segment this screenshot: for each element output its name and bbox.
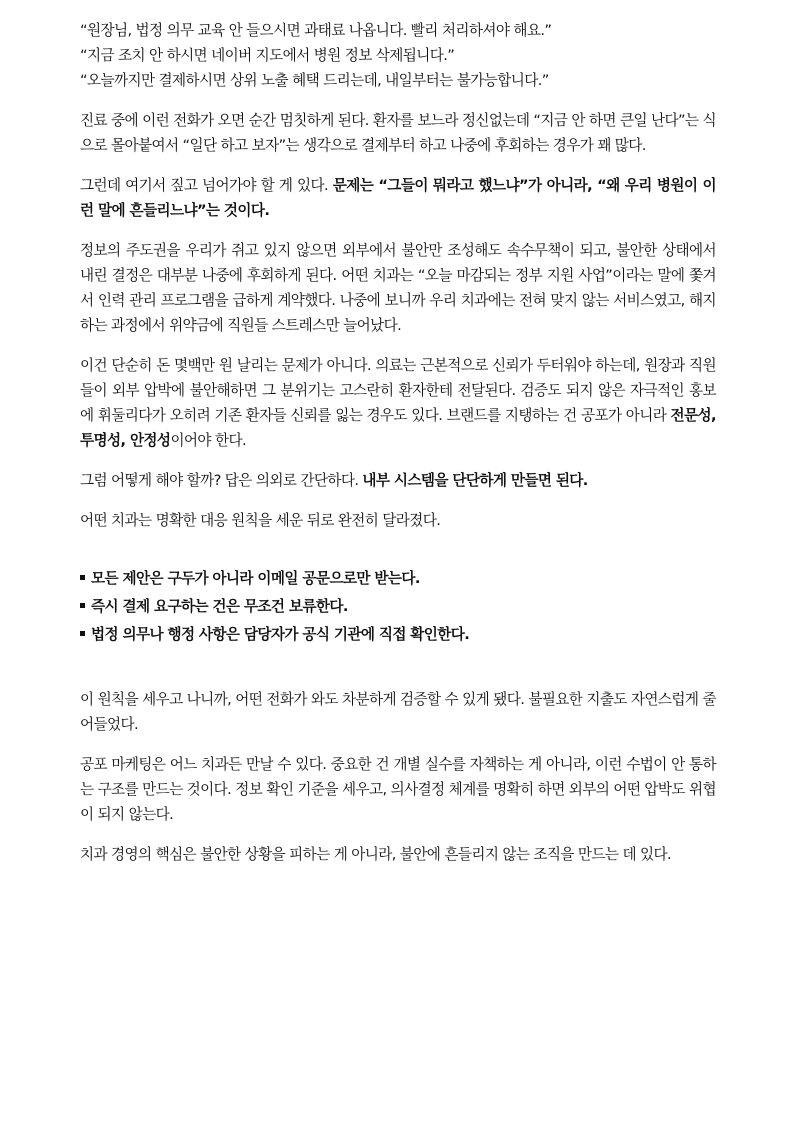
list-item-text: 즉시 결제 요구하는 건은 무조건 보류한다. (91, 598, 348, 615)
paragraph-7: 이 원칙을 세우고 나니까, 어떤 전화가 와도 차분하게 검증할 수 있게 됐다. 불필요한 지출도 자연스럽게 줄어들었다. (80, 691, 716, 733)
quote-line-2: “지금 조치 안 하시면 네이버 지도에서 병원 정보 삭제됩니다.” (80, 47, 455, 64)
keyword-separator-2: , (120, 432, 130, 449)
quote-line-1: “원장님, 법정 의무 교육 안 들으시면 과태료 나옵니다. 빨리 처리하셔야 해요.” (80, 22, 552, 39)
paragraph-2 (80, 173, 716, 223)
paragraph-6: 어떤 치과는 명확한 대응 원칙을 세운 뒤로 완전히 달라졌다. (80, 512, 441, 529)
quote-block (80, 18, 716, 93)
paragraph-5-emphasis: 내부 시스템을 단단하게 만들면 된다. (362, 472, 588, 489)
document-page (80, 18, 716, 882)
paragraph-9: 치과 경영의 핵심은 불안한 상황을 피하는 게 아니라, 불안에 흔들리지 않는 조직을 만드는 데 있다. (80, 846, 672, 863)
paragraph-4 (80, 353, 716, 453)
keyword-expertise: 전문성 (670, 407, 712, 424)
bullet-square-icon (80, 631, 85, 636)
paragraph-2-text: 그런데 여기서 짚고 넘어가야 할 게 있다. (80, 177, 333, 194)
list-item (80, 565, 716, 593)
keyword-separator-1: , (711, 407, 716, 424)
paragraph-4-text: 이건 단순히 돈 몇백만 원 날리는 문제가 아니다. 의료는 근본적으로 신뢰가 두터워야 하는데, 원장과 직원들이 외부 압박에 불안해하면 그 분위기는 고스란히 환자한테 전달된다. 검증도 되지 않은 자극적인 홍보에 휘둘리다가 오히려 기존 환자들 신뢰를 잃는 경우도 있다. 브랜드를 지탱하는 건 공포가 아니라 (80, 357, 716, 424)
paragraph-5 (80, 468, 716, 493)
paragraph-3: 정보의 주도권을 우리가 쥐고 있지 않으면 외부에서 불안만 조성해도 속수무책이 되고, 불안한 상태에서 내린 결정은 대부분 나중에 후회하게 된다. 어떤 치과는 “오늘 마감되는 정부 지원 사업”이라는 말에 쫓겨서 인력 관리 프로그램을 급하게 계약했다. 나중에 보니까 우리 치과에는 전혀 맞지 않는 서비스였고, 해지하는 과정에서 위약금에 직원들 스트레스만 늘어났다. (80, 242, 716, 334)
principle-list (80, 565, 716, 649)
paragraph-4-end: 이어야 한다. (170, 432, 247, 449)
list-item (80, 593, 716, 621)
bullet-square-icon (80, 575, 85, 580)
paragraph-2-emphasis: 문제는 “그들이 뭐라고 했느냐”가 아니라, “왜 우리 병원이 이런 말에 흔들리느냐”는 것이다. (80, 177, 716, 219)
paragraph-5-text: 그럼 어떻게 해야 할까? 답은 의외로 간단하다. (80, 472, 363, 489)
list-item (80, 621, 716, 649)
quote-line-3: “오늘까지만 결제하시면 상위 노출 혜택 드리는데, 내일부터는 불가능합니다.” (80, 72, 549, 89)
keyword-transparency: 투명성 (80, 432, 121, 449)
list-item-text: 법정 의무나 행정 사항은 담당자가 공식 기관에 직접 확인한다. (91, 626, 470, 643)
list-item-text: 모든 제안은 구두가 아니라 이메일 공문으로만 받는다. (91, 570, 420, 587)
keyword-stability: 안정성 (129, 432, 171, 449)
paragraph-8: 공포 마케팅은 어느 치과든 만날 수 있다. 중요한 건 개별 실수를 자책하는 게 아니라, 이런 수법이 안 통하는 구조를 만드는 것이다. 정보 확인 기준을 세우고, 의사결정 체계를 명확히 하면 외부의 어떤 압박도 위협이 되지 않는다. (80, 756, 716, 823)
paragraph-1: 진료 중에 이런 전화가 오면 순간 멈칫하게 된다. 환자를 보느라 정신없는데 “지금 안 하면 큰일 난다”는 식으로 몰아붙여서 “일단 하고 보자”는 생각으로 결제부터 하고 나중에 후회하는 경우가 꽤 많다. (80, 112, 716, 154)
bullet-square-icon (80, 603, 85, 608)
